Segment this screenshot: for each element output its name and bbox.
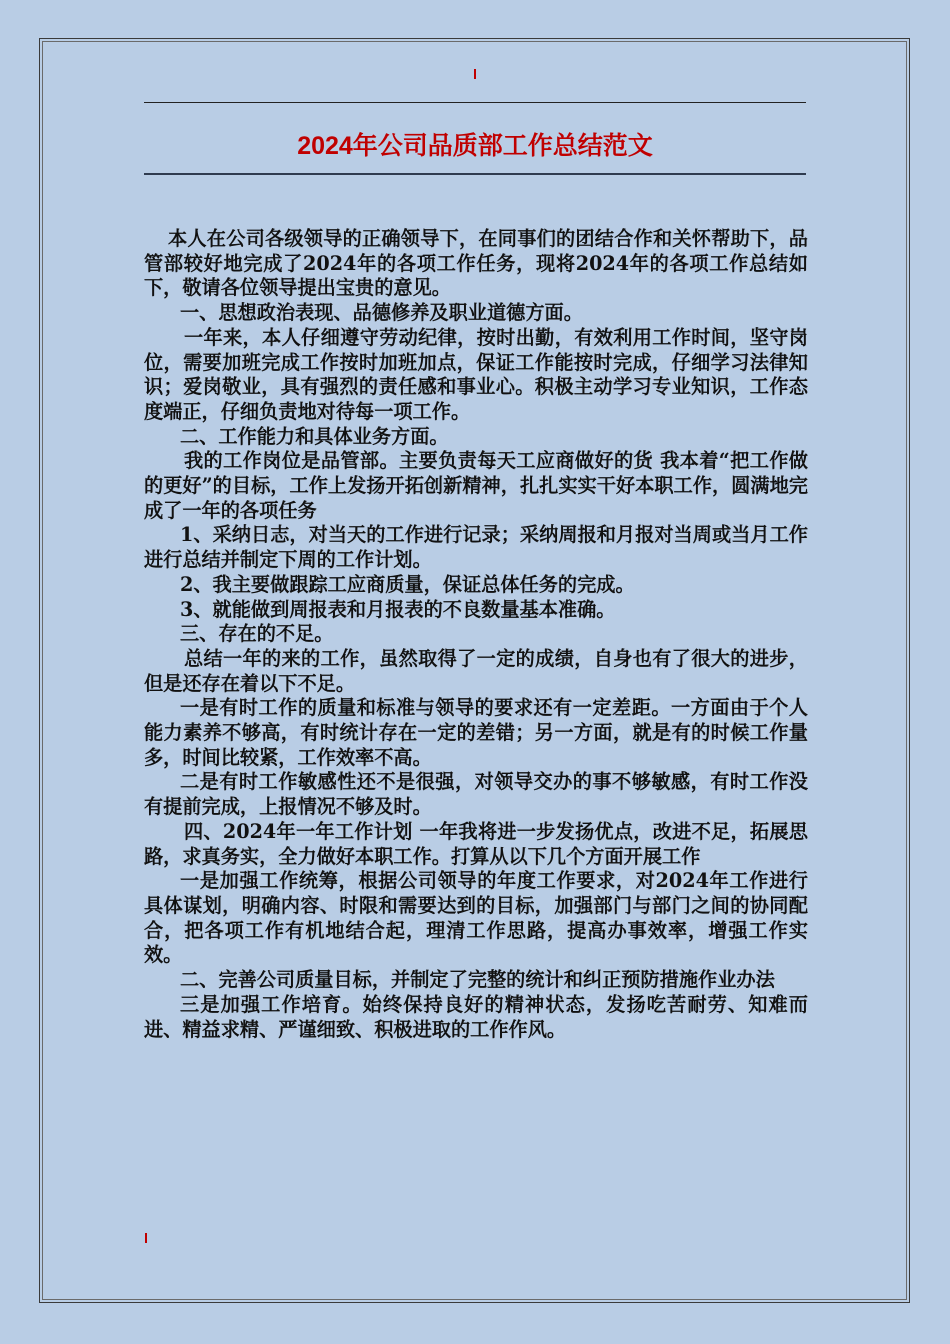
- body-paragraph: 我的工作岗位是品管部。主要负责每天工应商做好的货 我本着“把工作做的更好”的目标，工作上发扬开拓创新精神，扎扎实实干好本职工作，圆满地完成了一年的各项任务: [144, 449, 808, 522]
- body-paragraph: 一、思想政治表现、品德修养及职业道德方面。: [180, 301, 583, 325]
- body-paragraph: 一是有时工作的质量和标准与领导的要求还有一定差距。一方面由于个人能力素养不够高，有时统计存在一定的差错；另一方面，就是有的时候工作量多，时间比较紧，工作效率不高。: [144, 696, 808, 769]
- body-paragraph: 二是有时工作敏感性还不是很强，对领导交办的事不够敏感，有时工作没有提前完成，上报情况不够及时。: [144, 770, 808, 819]
- body-paragraph: 二、工作能力和具体业务方面。: [180, 424, 449, 448]
- body-paragraph: 一年来，本人仔细遵守劳动纪律，按时出勤，有效利用工作时间，坚守岗位，需要加班完成工作按时加班加点，保证工作能按时完成，仔细学习法律知识；爱岗敬业，具有强烈的责任感和事业心。积极主动学习专业知识，工作态度端正，仔细负责地对待每一项工作。: [144, 325, 808, 423]
- header-rule: [144, 102, 806, 103]
- body-paragraph: 三是加强工作培育。始终保持良好的精神状态，发扬吃苦耐劳、知难而进、精益求精、严谨细致、积极进取的工作作风。: [144, 992, 808, 1041]
- body-paragraph: 总结一年的来的工作，虽然取得了一定的成绩，自身也有了很大的进步，但是还存在着以下不足。: [144, 646, 808, 695]
- body-paragraph: 3、就能做到周报表和月报表的不良数量基本准确。: [180, 597, 616, 621]
- document-title: 2024年公司品质部工作总结范文: [297, 132, 653, 160]
- body-paragraph: 三、存在的不足。: [180, 622, 334, 646]
- footer-mark: [145, 1233, 147, 1243]
- body-paragraph: 二、完善公司质量目标，并制定了完整的统计和纠正预防措施作业办法: [180, 968, 775, 992]
- body-paragraph: 本人在公司各级领导的正确领导下，在同事们的团结合作和关怀帮助下，品管部较好地完成了2024年的各项工作任务，现将2024年的各项工作总结如下，敬请各位领导提出宝贵的意见。: [144, 227, 808, 300]
- body-paragraph: 一是加强工作统筹，根据公司领导的年度工作要求，对2024年工作进行具体谋划，明确内容、时限和需要达到的目标，加强部门与部门之间的协同配合，把各项工作有机地结合起，理清工作思路，提高办事效率，增强工作实效。: [144, 869, 808, 967]
- body-paragraph: 1、采纳日志，对当天的工作进行记录；采纳周报和月报对当周或当月工作进行总结并制定下周的工作计划。: [144, 523, 808, 572]
- body-paragraph: 2、我主要做跟踪工应商质量，保证总体任务的完成。: [180, 572, 635, 596]
- body-paragraph: 四、2024年一年工作计划 一年我将进一步发扬优点，改进不足，拓展思路，求真务实，全力做好本职工作。打算从以下几个方面开展工作: [144, 819, 808, 868]
- title-rule: [144, 173, 806, 175]
- header-mark: [474, 69, 476, 79]
- document-body: [144, 227, 808, 1042]
